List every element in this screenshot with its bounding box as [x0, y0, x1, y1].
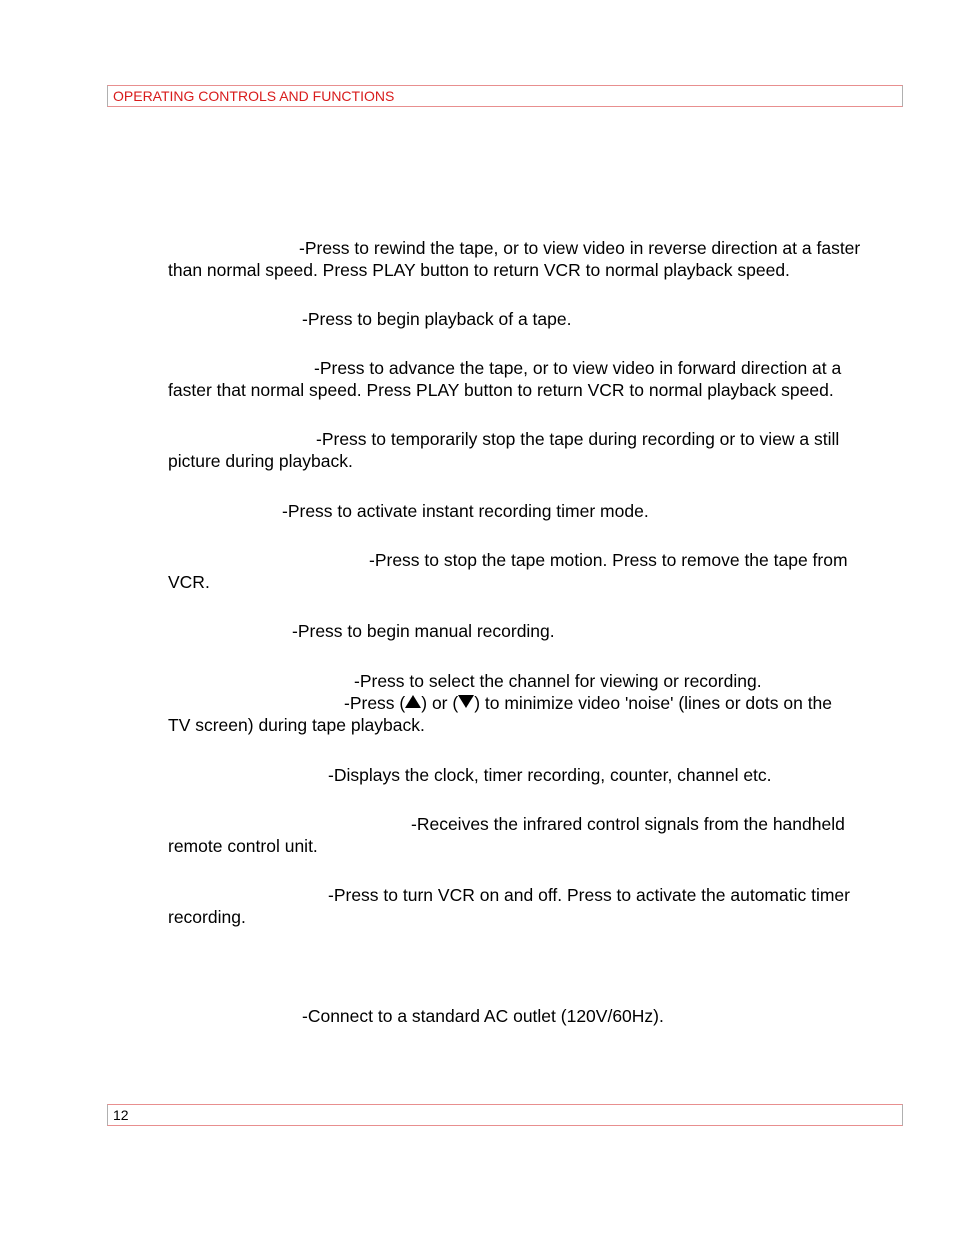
rewind-description: [168, 237, 908, 281]
pause-still-description: [168, 428, 908, 472]
tracking-text-c: ) to minimize video 'noise' (lines or dots on the: [474, 693, 833, 713]
ac-cord-description: [168, 1005, 908, 1027]
fast-forward-description: [168, 357, 908, 401]
triangle-down-icon: [458, 695, 474, 708]
stop-eject-description-line1: -Press to stop the tape motion. Press to remove the tape from: [369, 550, 848, 570]
tracking-description-line2: TV screen) during tape playback.: [168, 715, 425, 735]
section-header: OPERATING CONTROLS AND FUNCTIONS: [107, 85, 903, 107]
instant-timer-description-line1: -Press to activate instant recording timer mode.: [282, 501, 649, 521]
power-timer-description-line2: recording.: [168, 907, 246, 927]
remote-sensor-description-line1: -Receives the infrared control signals from the handheld: [411, 814, 845, 834]
record-description: [168, 620, 908, 642]
tracking-description-line: [168, 692, 908, 714]
stop-eject-description: [168, 549, 908, 593]
power-timer-description-line1: -Press to turn VCR on and off. Press to activate the automatic timer: [328, 885, 850, 905]
play-description: [168, 308, 908, 330]
rewind-description-line2: than normal speed. Press PLAY button to return VCR to normal playback speed.: [168, 260, 790, 280]
page-footer: 12: [107, 1104, 903, 1126]
display-description-line1: -Displays the clock, timer recording, counter, channel etc.: [328, 765, 772, 785]
triangle-up-icon: [405, 695, 421, 708]
record-description-line1: -Press to begin manual recording.: [292, 621, 555, 641]
channel-tracking-description: [168, 670, 908, 736]
display-description: [168, 764, 908, 786]
channel-description-line1: -Press to select the channel for viewing or recording.: [354, 671, 762, 691]
instant-timer-description: [168, 500, 908, 522]
fast-forward-description-line2: faster that normal speed. Press PLAY button to return VCR to normal playback speed.: [168, 380, 834, 400]
pause-still-description-line1: -Press to temporarily stop the tape during recording or to view a still: [316, 429, 840, 449]
tracking-text-a: -Press (: [344, 693, 406, 713]
tracking-text-b: ) or (: [421, 693, 459, 713]
stop-eject-description-line2: VCR.: [168, 572, 210, 592]
ac-cord-description-line1: -Connect to a standard AC outlet (120V/60Hz).: [302, 1006, 664, 1026]
play-description-line1: -Press to begin playback of a tape.: [302, 309, 572, 329]
power-timer-description: [168, 884, 908, 928]
pause-still-description-line2: picture during playback.: [168, 451, 353, 471]
remote-sensor-description-line2: remote control unit.: [168, 836, 318, 856]
fast-forward-description-line1: -Press to advance the tape, or to view video in forward direction at a: [314, 358, 842, 378]
remote-sensor-description: [168, 813, 908, 857]
rewind-description-line1: -Press to rewind the tape, or to view video in reverse direction at a faster: [299, 238, 861, 258]
